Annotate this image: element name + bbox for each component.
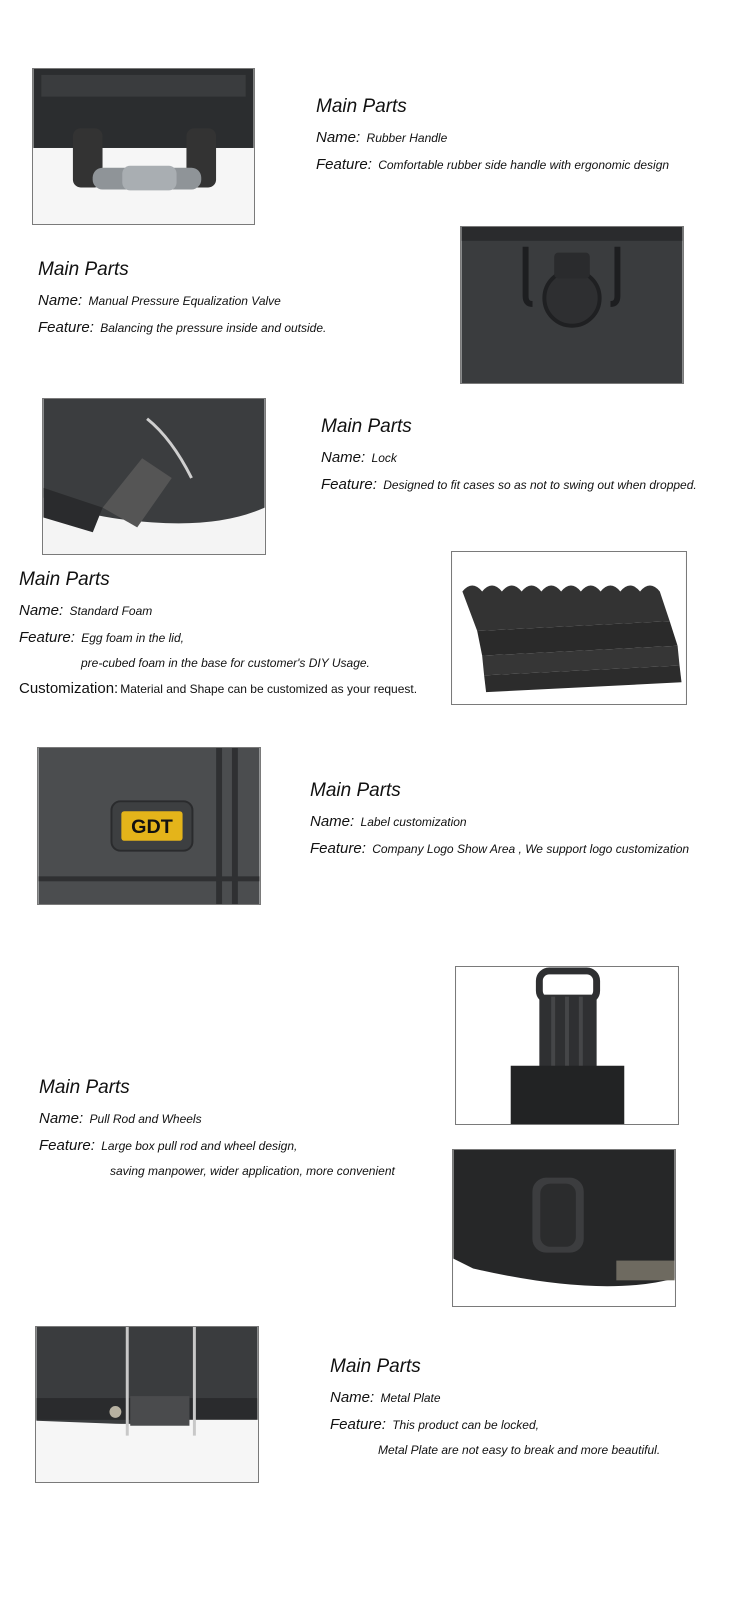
feature-value: Designed to fit cases so as not to swing out when dropped. xyxy=(383,478,697,492)
section-title: Main Parts xyxy=(321,416,412,437)
feature-label: Feature: xyxy=(38,319,94,336)
feature-line xyxy=(39,1137,395,1154)
section-label xyxy=(310,780,689,867)
feature-line xyxy=(19,629,417,646)
feature-label: Feature: xyxy=(321,476,377,493)
section-title: Main Parts xyxy=(38,259,129,280)
name-value: Metal Plate xyxy=(380,1391,441,1405)
feature-value: Balancing the pressure inside and outside. xyxy=(100,321,327,335)
feature-line xyxy=(330,1416,660,1433)
feature-continued: Metal Plate are not easy to break and more beautiful. xyxy=(378,1443,661,1457)
section-metal-plate xyxy=(330,1356,660,1467)
feature-line xyxy=(316,156,669,173)
metal-plate-photo xyxy=(35,1326,259,1483)
customization-line xyxy=(19,680,417,697)
section-title: Main Parts xyxy=(310,780,401,801)
section-pull-rod xyxy=(39,1077,395,1188)
wheel-photo xyxy=(452,1149,676,1307)
name-line xyxy=(316,129,669,146)
name-line xyxy=(321,449,697,466)
section-title: Main Parts xyxy=(330,1356,421,1377)
name-label: Name: xyxy=(316,129,361,146)
gdt-logo-text: GDT xyxy=(131,815,173,838)
section-title: Main Parts xyxy=(19,569,110,590)
foam-photo xyxy=(451,551,687,705)
name-label: Name: xyxy=(321,449,366,466)
label-photo xyxy=(37,747,261,905)
name-value: Rubber Handle xyxy=(366,131,448,145)
lock-photo xyxy=(42,398,266,555)
feature-value: Egg foam in the lid, xyxy=(81,631,184,645)
name-label: Name: xyxy=(310,813,355,830)
feature-line xyxy=(38,319,326,336)
feature-label: Feature: xyxy=(310,840,366,857)
feature-line xyxy=(321,476,697,493)
feature-continued: pre-cubed foam in the base for customer's DIY Usage. xyxy=(81,656,370,670)
name-label: Name: xyxy=(39,1110,84,1127)
name-value: Manual Pressure Equalization Valve xyxy=(88,294,281,308)
feature-label: Feature: xyxy=(330,1416,386,1433)
section-title: Main Parts xyxy=(316,96,407,117)
name-line xyxy=(38,292,326,309)
section-foam xyxy=(19,569,417,707)
name-value: Lock xyxy=(371,451,397,465)
feature-continued: saving manpower, wider application, more convenient xyxy=(110,1164,395,1178)
section-lock xyxy=(321,416,697,503)
name-value: Standard Foam xyxy=(69,604,153,618)
section-rubber-handle xyxy=(316,96,669,183)
name-line xyxy=(330,1389,660,1406)
pressure-valve-photo xyxy=(460,226,684,384)
feature-value: Large box pull rod and wheel design, xyxy=(101,1139,298,1153)
section-title: Main Parts xyxy=(39,1077,130,1098)
name-label: Name: xyxy=(330,1389,375,1406)
rubber-handle-photo xyxy=(32,68,255,225)
name-line xyxy=(39,1110,395,1127)
name-line xyxy=(19,602,417,619)
pull-rod-photo xyxy=(455,966,679,1125)
section-pressure-valve xyxy=(38,259,326,346)
feature-line xyxy=(310,840,689,857)
name-value: Label customization xyxy=(360,815,467,829)
feature-value: Comfortable rubber side handle with ergonomic design xyxy=(378,158,670,172)
customization-value: Material and Shape can be customized as your request. xyxy=(120,682,418,696)
feature-value: Company Logo Show Area , We support logo customization xyxy=(372,842,690,856)
feature-value: This product can be locked, xyxy=(392,1418,539,1432)
name-line xyxy=(310,813,689,830)
feature-label: Feature: xyxy=(316,156,372,173)
name-label: Name: xyxy=(38,292,83,309)
name-label: Name: xyxy=(19,602,64,619)
name-value: Pull Rod and Wheels xyxy=(89,1112,202,1126)
customization-label: Customization: xyxy=(19,680,119,697)
feature-label: Feature: xyxy=(39,1137,95,1154)
feature-label: Feature: xyxy=(19,629,75,646)
